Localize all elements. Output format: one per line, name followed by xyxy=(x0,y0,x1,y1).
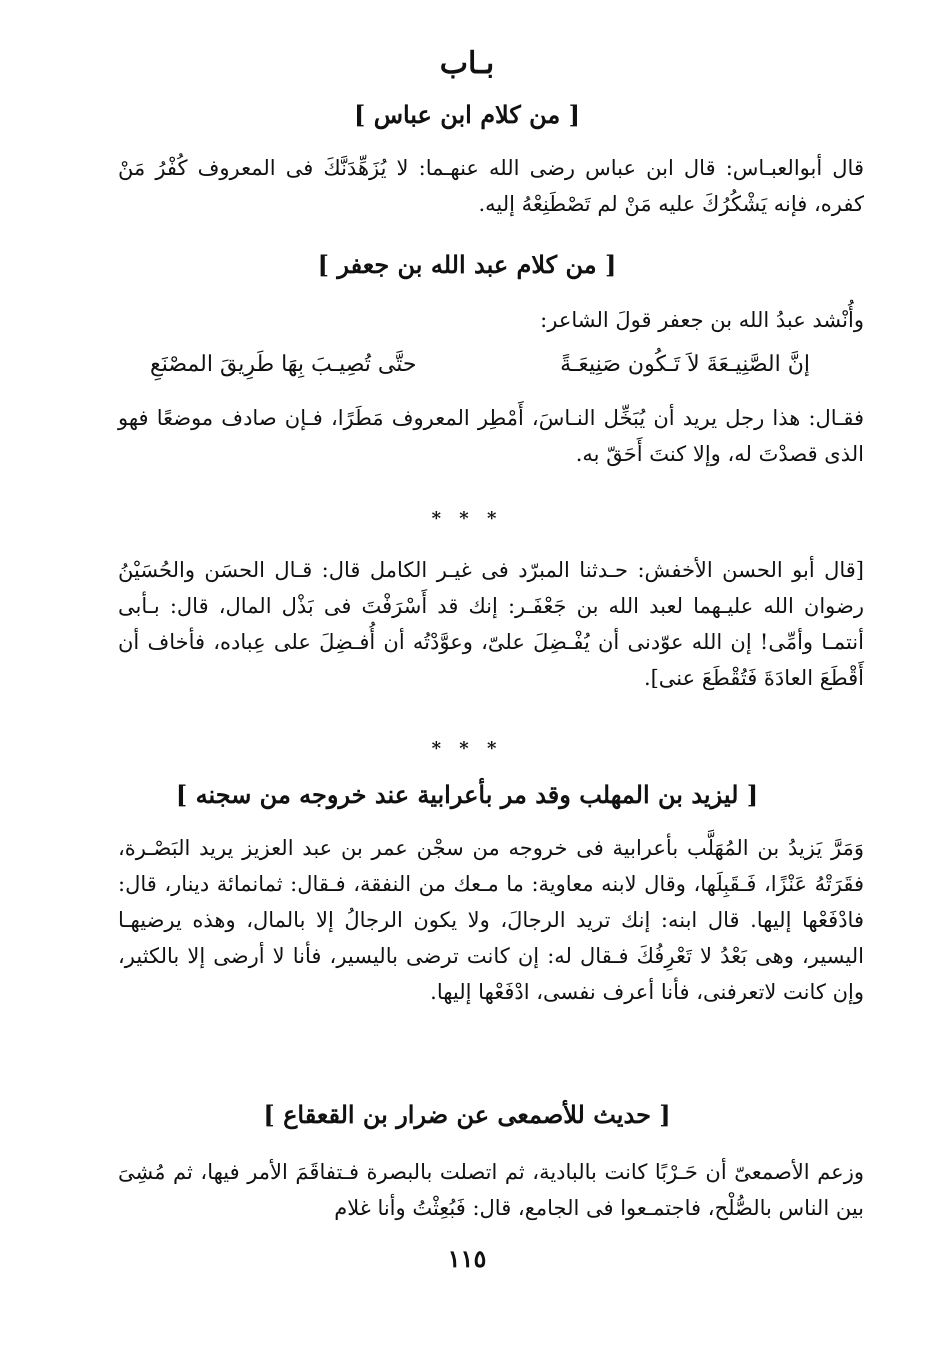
verse-second-hemistich: حتَّى تُصِيـبَ بِهَا طَرِيقَ المصْنَعِ xyxy=(150,352,417,377)
paragraph: [قال أبو الحسن الأخفش: حـدثنا المبرّد فى غيـر الكامل قال: قـال الحسَن والحُسَيْنُ رضوان الله عليـهما لعبد الله بن جَعْفَـر: إنك قد أَسْرَفْتَ فى بَذْل المال، قال: بـأبى أنتمـا وأمِّى! إن الله عوّدنى أن يُفْـضِلَ علىّ، وعوَّدْتُه أن أُفـضِلَ على عِباده، فأخاف أن أَقْطَعَ العادَةَ فَتُقْطَعَ عنى]. xyxy=(118,558,864,690)
paragraph: فقـال: هذا رجل يريد أن يُبَخِّل النـاسَ، أَمْطِر المعروف مَطَرًا، فـإن صادف موضعًا فهو الذى قصدْتَ له، وإلا كنتَ أَحَقّ به. xyxy=(118,406,864,466)
paragraph: وزعم الأصمعىّ أن حَـرْبًا كانت بالبادية، ثم اتصلت بالبصرة فـتفاقَمَ الأمر فيها، ثم مُشِىَ بين الناس بالصُّلْح، فاجتمـعوا فى الجامع، قال: فَبُعِثْتُ وأنا غلام xyxy=(118,1160,864,1220)
verse-intro: وأُنْشد عبدُ الله بن جعفر قولَ الشاعر: xyxy=(540,308,864,332)
section-heading: [ حديث للأصمعى عن ضرار بن القعقاع ] xyxy=(263,1100,671,1129)
section-separator: * * * xyxy=(431,508,503,529)
paragraph: وَمَرَّ يَزيدُ بن المُهَلَّب بأعرابية فى خروجه من سجْن عمر بن عبد العزيز يريد البَصْـرة، فقَرَتْهُ عَنْزًا، فَـقَبِلَها، وقال لابنه معاوية: ما مـعك من النفقة، فـقال: ثمانمائة دينار، قال: فادْفَعْها إليها. قال ابنه: إنك تريد الرجالَ، ولا يكون الرجالُ إلا بالمال، وهذه يرضيهـا اليسير، وهى بَعْدُ لا تَعْرِفُكَ فـقال له: إن كانت ترضى باليسير، فأنا لا أرضى إلا بالكثير، وإن كانت لاتعرفنى، فأنا أعرف نفسى، ادْفَعْها إليها. xyxy=(118,836,864,1004)
section-heading: [ من كلام ابن عباس ] xyxy=(353,100,580,129)
page-number: ١١٥ xyxy=(447,1244,487,1273)
paragraph: قال أبوالعبـاس: قال ابن عباس رضى الله عنهـما: لا يُزَهِّدَنَّكَ فى المعروف كُفْرُ مَنْ كفره، فإنه يَشْكُرُكَ عليه مَنْ لم تَصْطَنِعْهُ إليه. xyxy=(118,156,864,216)
chapter-title: بـاب xyxy=(439,46,495,81)
section-separator: * * * xyxy=(431,738,503,759)
section-heading: [ ليزيد بن المهلب وقد مر بأعرابية عند خروجه من سجنه ] xyxy=(175,780,759,809)
poem-verse xyxy=(150,352,810,392)
section-heading: [ من كلام عبد الله بن جعفر ] xyxy=(317,250,617,279)
verse-first-hemistich: إنَّ الصَّنِيـعَةَ لاَ تَـكُون صَنِيعَـةً xyxy=(560,352,810,377)
